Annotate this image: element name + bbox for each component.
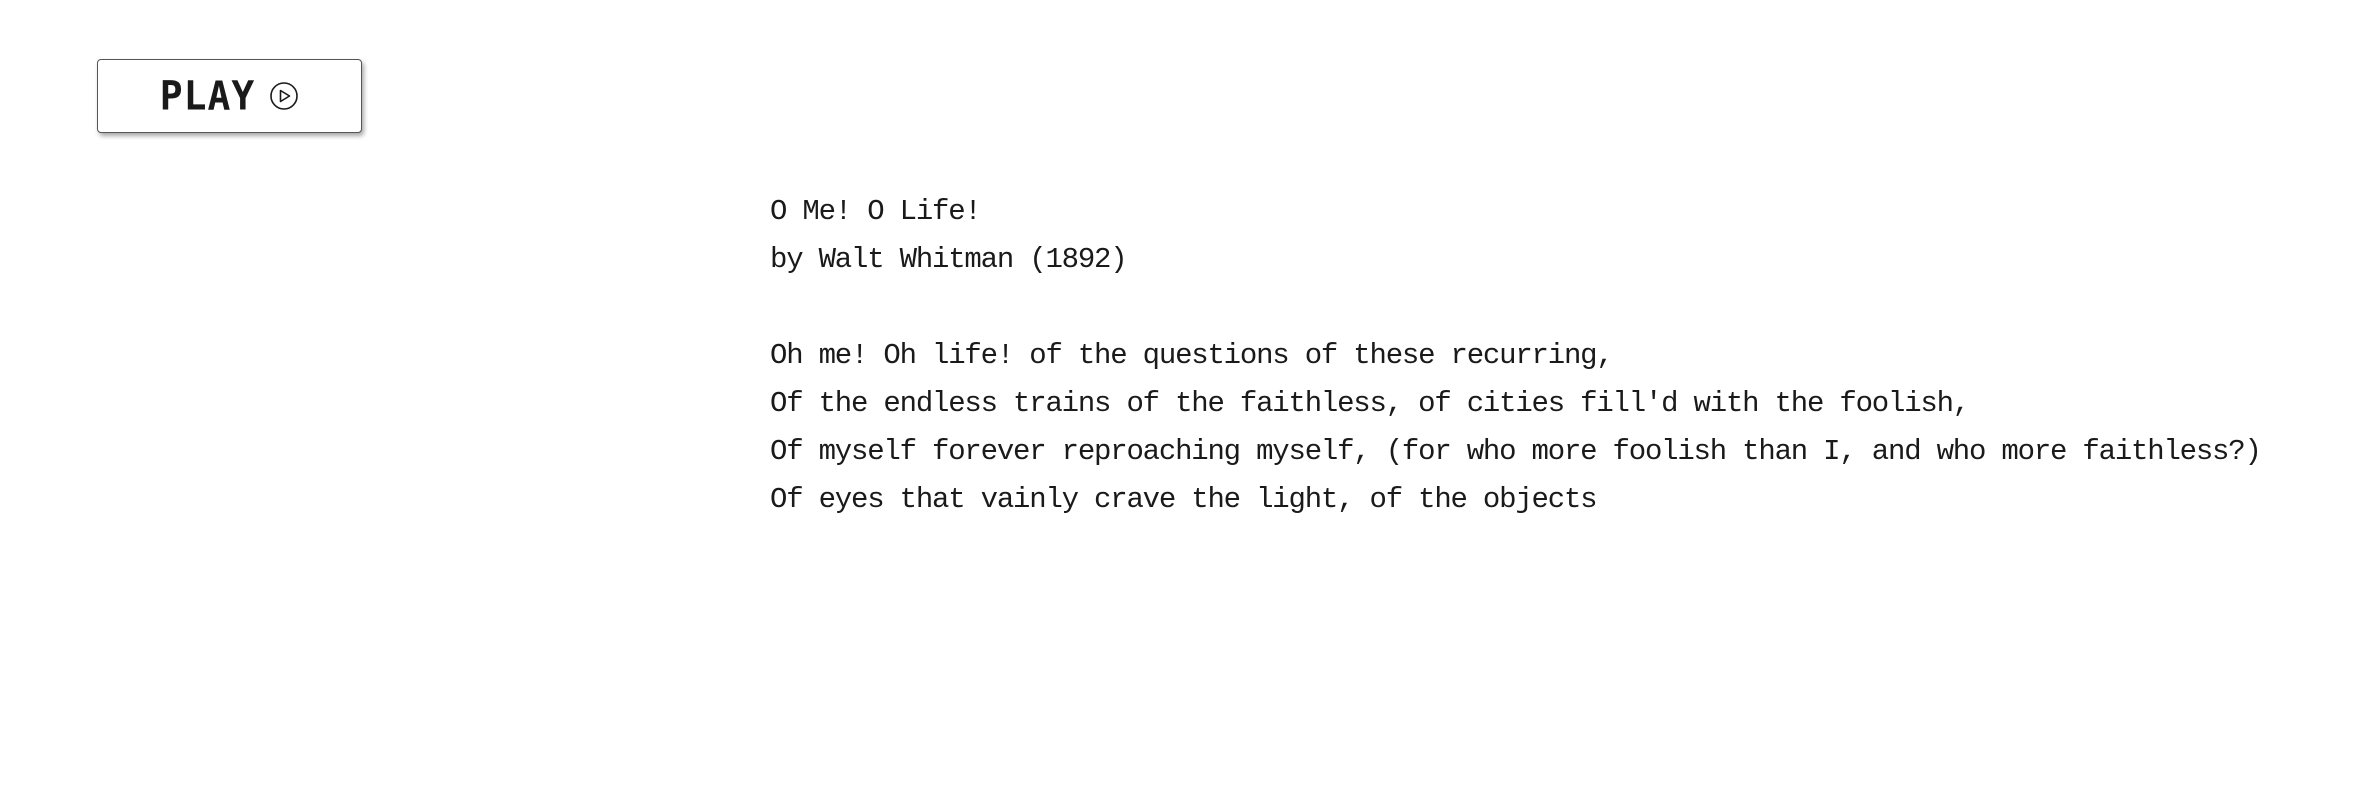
play-button-label: PLAY bbox=[159, 72, 256, 120]
poem-spacer bbox=[770, 284, 2330, 332]
poem-line: Oh me! Oh life! of the questions of these recurring, bbox=[770, 339, 1613, 372]
poem-title: O Me! O Life! bbox=[770, 195, 981, 228]
poem-line: Of the endless trains of the faithless, of cities fill'd with the foolish, bbox=[770, 387, 1970, 420]
poem-byline: by Walt Whitman (1892) bbox=[770, 243, 1127, 276]
play-circle-icon bbox=[269, 81, 299, 111]
poem-text bbox=[770, 188, 2330, 524]
play-button[interactable] bbox=[97, 59, 362, 133]
poem-line: Of myself forever reproaching myself, (for who more foolish than I, and who more faithless?) bbox=[770, 435, 2261, 468]
poem-line: Of eyes that vainly crave the light, of the objects bbox=[770, 483, 1597, 516]
